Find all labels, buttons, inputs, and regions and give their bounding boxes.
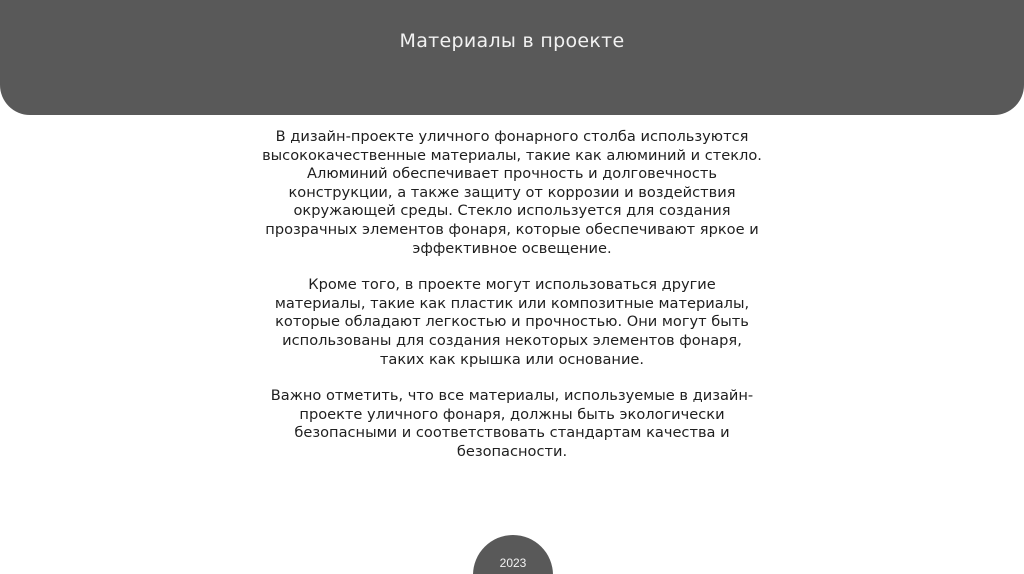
body-text xyxy=(262,128,762,480)
year-label: 2023 xyxy=(499,556,527,570)
paragraph-materials-other: Кроме того, в проекте могут использоваться другие материалы, такие как пластик или композитные материалы, которые обладают легкостью и прочностью. Они могут быть использованы для создания некоторых элементов фонаря, таких как крышка или основание. xyxy=(274,276,750,368)
paragraph-materials-safety: Важно отметить, что все материалы, используемые в дизайн-проекте уличного фонаря, должны быть экологически безопасными и соответствовать стандартам качества и безопасности. xyxy=(270,387,754,460)
year-badge xyxy=(473,535,553,574)
header-bar xyxy=(0,0,1024,115)
paragraph-materials-main: В дизайн-проекте уличного фонарного столба используются высококачественные материалы, такие как алюминий и стекло. Алюминий обеспечивает прочность и долговечность конструкции, а также защиту от коррозии и воздействия окружающей среды. Стекло используется для создания прозрачных элементов фонаря, которые обеспечивают яркое и эффективное освещение. xyxy=(262,128,762,257)
slide-title: Материалы в проекте xyxy=(399,30,625,52)
